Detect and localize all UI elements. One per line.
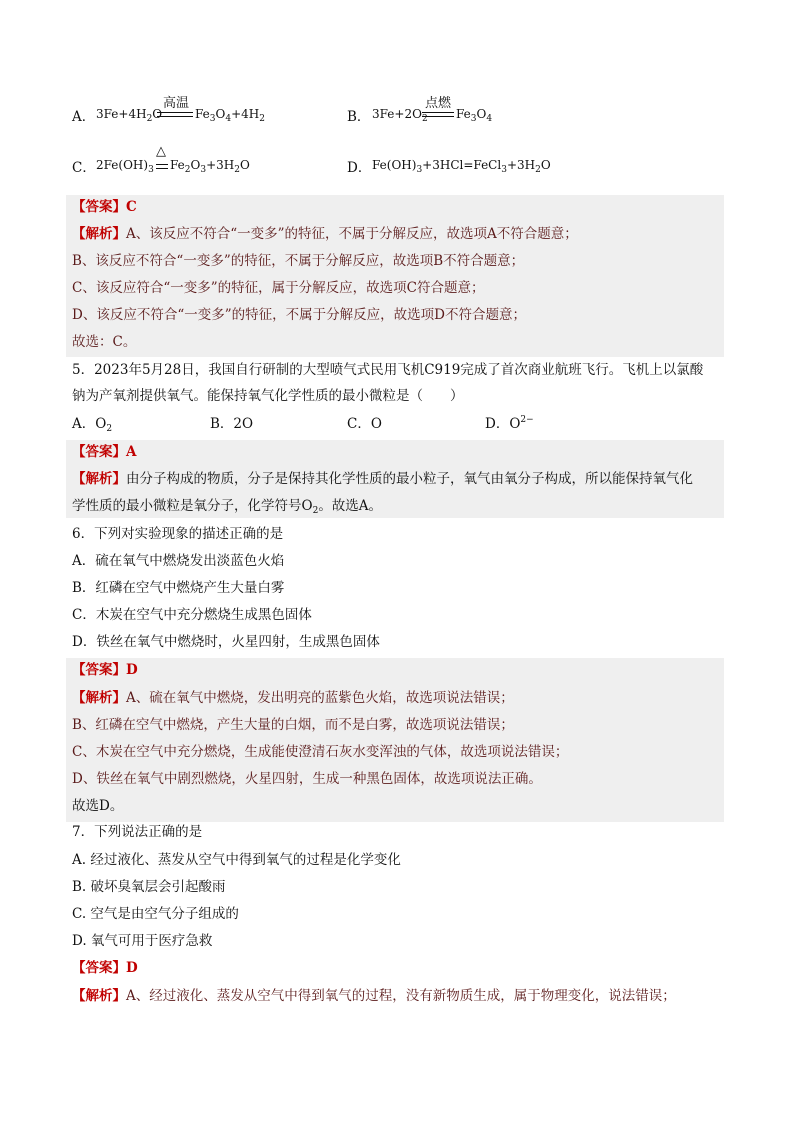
- q4-option-c: [72, 158, 96, 178]
- q4-equation-c: $2Fe(OH)_3$: [96, 158, 154, 175]
- q5-answer: 【答案】A: [72, 444, 137, 460]
- q4-equation-d: $Fe(OH)_3+3HCl=FeCl_3+3H_2O$: [372, 158, 551, 175]
- q4-analysis-line: 【解析】A、该反应不符合“一变多”的特征，不属于分解反应，故选项A不符合题意；: [72, 226, 578, 242]
- q4-analysis-line: C、该反应符合“一变多”的特征，属于分解反应，故选项C符合题意；: [72, 280, 485, 296]
- option-label: D．: [347, 160, 372, 176]
- q4-option-b: [347, 107, 370, 127]
- q7-option-d: D. 氧气可用于医疗急救: [72, 933, 213, 949]
- q6-analysis-line: C、木炭在空气中充分燃烧，生成能使澄清石灰水变浑浊的气体，故选项说法错误；: [72, 744, 569, 760]
- q7-analysis-line: 【解析】A、经过液化、蒸发从空气中得到氧气的过程，没有新物质生成，属于物理变化，说法错误；: [72, 988, 676, 1004]
- q4-analysis-line: 故选：C。: [72, 334, 137, 350]
- q4-option-d: [347, 158, 371, 178]
- equals-arrow: [422, 112, 454, 117]
- q7-option-b: B. 破坏臭氧层会引起酸雨: [72, 879, 226, 895]
- q4-product-a: $Fe_3O_4+4H_2$: [195, 107, 265, 124]
- q5-stem-line: 5．2023年5月28日，我国自行研制的大型喷气式民用飞机C919完成了首次商业航班飞行。飞机上以氯酸: [72, 362, 704, 378]
- q6-option-a: A．硫在氧气中燃烧发出淡蓝色火焰: [72, 553, 285, 569]
- option-label: B．: [347, 109, 371, 125]
- q4-analysis-line: D、该反应不符合“一变多”的特征，不属于分解反应，故选项D不符合题意；: [72, 307, 526, 323]
- q5-analysis-line: 【解析】由分子构成的物质，分子是保持其化学性质的最小粒子，氧气由氧分子构成，所以能保持氧气化: [72, 471, 693, 487]
- q6-option-c: C．木炭在空气中充分燃烧生成黑色固体: [72, 607, 312, 623]
- q5-option-d: D．$O^{2-}$: [485, 415, 534, 432]
- q6-option-b: B．红磷在空气中燃烧产生大量白雾: [72, 580, 285, 596]
- q5-option-c: C．O: [347, 416, 382, 432]
- q4-equation-a: $3Fe+4H_2O$: [96, 107, 163, 124]
- q6-analysis-line: D、铁丝在氧气中剧烈燃烧，火星四射，生成一种黑色固体，故选项说法正确。: [72, 771, 542, 787]
- q6-analysis-line: 【解析】A、硫在氧气中燃烧，发出明亮的蓝紫色火焰，故选项说法错误；: [72, 690, 514, 706]
- q5-option-b: B．2O: [210, 416, 254, 432]
- q4-product-b: $Fe_3O_4$: [456, 107, 493, 124]
- q6-stem: 6．下列对实验现象的描述正确的是: [72, 526, 284, 542]
- q6-answer: 【答案】D: [72, 662, 138, 678]
- q7-option-c: C. 空气是由空气分子组成的: [72, 906, 239, 922]
- q4-condition-b: 点燃: [424, 96, 451, 111]
- q6-analysis-line: 故选D。: [72, 798, 124, 814]
- q4-answer-block: [66, 195, 724, 357]
- q4-condition-a: 高温: [162, 96, 189, 111]
- q5-stem-line: 钠为产氧剂提供氧气。能保持氧气化学性质的最小微粒是（ ）: [72, 388, 464, 404]
- q4-equation-b: $3Fe+2O_2$: [372, 107, 428, 124]
- equals-arrow: [157, 112, 193, 117]
- q7-answer: 【答案】D: [72, 960, 138, 976]
- q4-answer: 【答案】C: [72, 199, 137, 215]
- q4-option-a: [72, 107, 95, 127]
- option-label: A．: [72, 109, 96, 125]
- q4-condition-c: △: [156, 144, 166, 159]
- q6-analysis-line: B、红磷在空气中燃烧，产生大量的白烟，而不是白雾，故选项说法错误；: [72, 717, 514, 733]
- q7-stem: 7．下列说法正确的是: [72, 824, 203, 840]
- option-label: C．: [72, 160, 96, 176]
- q6-answer-block: [66, 658, 724, 822]
- q5-analysis-line: 学性质的最小微粒是氧分子，化学符号$O_2$。故选A。: [72, 498, 383, 516]
- q4-product-c: $Fe_2O_3+3H_2O$: [170, 158, 250, 175]
- q7-option-a: A. 经过液化、蒸发从空气中得到氧气的过程是化学变化: [72, 852, 401, 868]
- equals-arrow: [156, 164, 168, 169]
- q6-option-d: D．铁丝在氧气中燃烧时，火星四射，生成黑色固体: [72, 634, 380, 650]
- q5-option-a: A．$O_2$: [72, 416, 113, 434]
- q4-analysis-line: B、该反应不符合“一变多”的特征，不属于分解反应，故选项B不符合题意；: [72, 253, 525, 269]
